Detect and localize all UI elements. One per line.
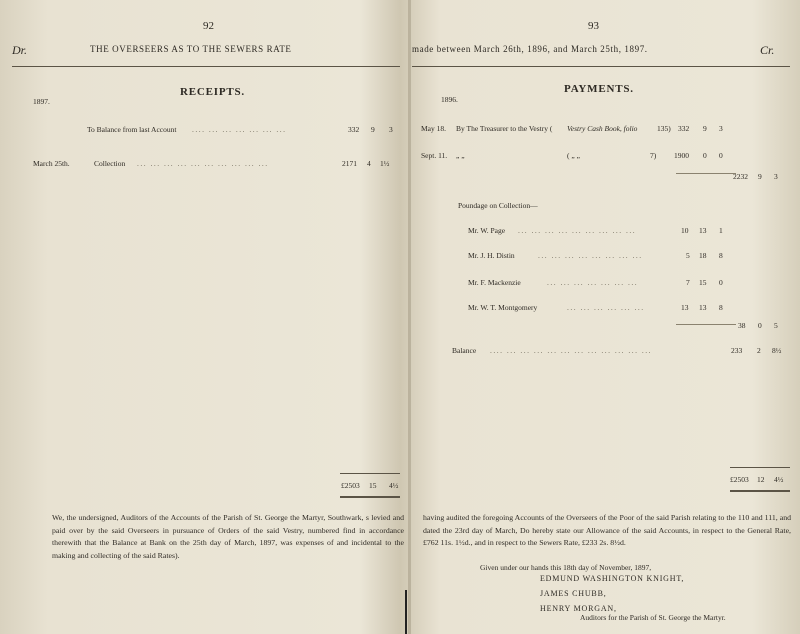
leader-dots: .... ... ... ... ... ... ...: [192, 125, 287, 134]
receipt-pounds: 2171: [342, 159, 357, 168]
poundage-title: Poundage on Collection—: [458, 201, 538, 210]
poundage-subtotal-rule: [676, 324, 736, 325]
payment-pounds: 1900: [674, 151, 689, 160]
payment-pounds: 332: [678, 124, 690, 133]
gutter-shadow: [405, 590, 407, 634]
poundage-shillings: 15: [699, 278, 707, 287]
right-header: made between March 26th, 1896, and March 25th, 1897.: [412, 44, 648, 54]
payment-row-date: Sept. 11.: [421, 151, 448, 160]
book-gutter: [408, 0, 411, 634]
leader-dots: ... ... ... ... ... ... ...: [547, 278, 639, 287]
poundage-name: Mr. W. Page: [468, 226, 506, 235]
balance-pounds: 233: [731, 346, 743, 355]
left-page-number: 92: [203, 20, 214, 32]
leader-dots: ... ... ... ... ... ... ... ... ... ...: [137, 159, 269, 168]
signatory: HENRY MORGAN,: [540, 604, 617, 613]
leader-dots: ... ... ... ... ... ...: [567, 303, 645, 312]
leader-dots: .... ... ... ... ... ... ... ... ... ... ... ...: [490, 346, 652, 355]
left-total-pence: 4½: [389, 481, 399, 490]
payment-row-label: By The Treasurer to the Vestry (: [456, 124, 553, 133]
poundage-subtotal-pounds: 38: [738, 321, 746, 330]
poundage-pounds: 7: [686, 278, 690, 287]
poundage-name: Mr. J. H. Distin: [468, 251, 515, 260]
payment-folio: 7): [650, 151, 657, 160]
poundage-subtotal-shillings: 0: [758, 321, 762, 330]
poundage-shillings: 18: [699, 251, 707, 260]
left-total-rule-top: [340, 473, 400, 474]
payment-folio: 135): [657, 124, 671, 133]
poundage-pounds: 10: [681, 226, 689, 235]
right-total-pounds: £2503: [730, 475, 749, 484]
receipt-shillings: 9: [371, 125, 375, 134]
receipt-pounds: 332: [348, 125, 360, 134]
right-total-shillings: 12: [757, 475, 765, 484]
receipt-pence: 3: [389, 125, 393, 134]
debit-label: Dr.: [12, 43, 28, 57]
receipts-title: RECEIPTS.: [180, 86, 245, 98]
payment-shillings: 0: [703, 151, 707, 160]
payment-pence: 0: [719, 151, 723, 160]
right-header-rule: [412, 66, 790, 67]
vestry-subtotal-shillings: 9: [758, 172, 762, 181]
poundage-pounds: 13: [681, 303, 689, 312]
balance-label: Balance: [452, 346, 477, 355]
poundage-pounds: 5: [686, 251, 690, 260]
left-header: THE OVERSEERS AS TO THE SEWERS RATE: [90, 44, 292, 54]
left-total-shillings: 15: [369, 481, 377, 490]
receipt-row-label: Collection: [94, 159, 126, 168]
poundage-pence: 8: [719, 251, 723, 260]
signatory: JAMES CHUBB,: [540, 589, 607, 598]
balance-shillings: 2: [757, 346, 761, 355]
given-line: Given under our hands this 18th day of November, 1897,: [480, 563, 652, 572]
poundage-pence: 1: [719, 226, 723, 235]
right-footer-text: having audited the foregoing Accounts of the Overseers of the Poor of the said Parish relating to the 110 and 111, and dated the 23rd day of March, Do hereby state our Allowance of the said Accounts, in respect to the General Rate, £762 11s. 1½d., and in respect to the Sewers Rate, £233 2s. 8½d.: [423, 513, 791, 547]
auditors-line: Auditors for the Parish of St. George the Martyr.: [580, 613, 726, 622]
right-total-rule-top: [730, 467, 790, 468]
poundage-subtotal-pence: 5: [774, 321, 778, 330]
poundage-name: Mr. W. T. Montgomery: [468, 303, 538, 312]
credit-label: Cr.: [760, 43, 775, 57]
receipts-year: 1897.: [33, 97, 50, 106]
left-total-pounds: £2503: [341, 481, 360, 490]
left-total-rule-bottom: [340, 496, 400, 498]
left-header-rule: [12, 66, 400, 67]
poundage-name: Mr. F. Mackenzie: [468, 278, 521, 287]
payment-pence: 3: [719, 124, 723, 133]
payments-year: 1896.: [441, 95, 458, 104]
signatory: EDMUND WASHINGTON KNIGHT,: [540, 574, 685, 583]
vestry-subtotal-pounds: 2232: [733, 172, 748, 181]
poundage-shillings: 13: [699, 303, 707, 312]
vestry-subtotal-pence: 3: [774, 172, 778, 181]
left-footer-text: We, the undersigned, Auditors of the Accounts of the Parish of St. George the Martyr, Southwark, s levied and paid over by the said Overseers in pursuance of Orders of the said Vestry, numbered find in accordance therewith that the Balance at Bank on the 25th day of March, 1897, was expenses of and incidental to the making and collecting of the said Rates).: [52, 513, 404, 560]
receipt-row-label: To Balance from last Account: [87, 125, 177, 134]
vestry-subtotal-rule: [676, 173, 736, 174]
payment-row-date: May 18.: [421, 124, 446, 133]
leader-dots: ... ... ... ... ... ... ... ... ...: [518, 226, 637, 235]
receipt-pence: 1½: [380, 159, 390, 168]
leader-dots: ... ... ... ... ... ... ... ...: [538, 251, 643, 260]
poundage-pence: 0: [719, 278, 723, 287]
right-total-rule-bottom: [730, 490, 790, 492]
payment-folio-note: Vestry Cash Book, folio: [567, 124, 638, 133]
balance-pence: 8½: [772, 346, 782, 355]
poundage-pence: 8: [719, 303, 723, 312]
payment-shillings: 9: [703, 124, 707, 133]
right-total-pence: 4½: [774, 475, 784, 484]
payment-folio-note: ( „ „: [567, 151, 580, 160]
receipt-shillings: 4: [367, 159, 371, 168]
right-page-number: 93: [588, 20, 599, 32]
payments-title: PAYMENTS.: [564, 83, 634, 95]
payment-row-label: „ „: [456, 151, 465, 160]
receipt-row-date: March 25th.: [33, 159, 70, 168]
poundage-shillings: 13: [699, 226, 707, 235]
